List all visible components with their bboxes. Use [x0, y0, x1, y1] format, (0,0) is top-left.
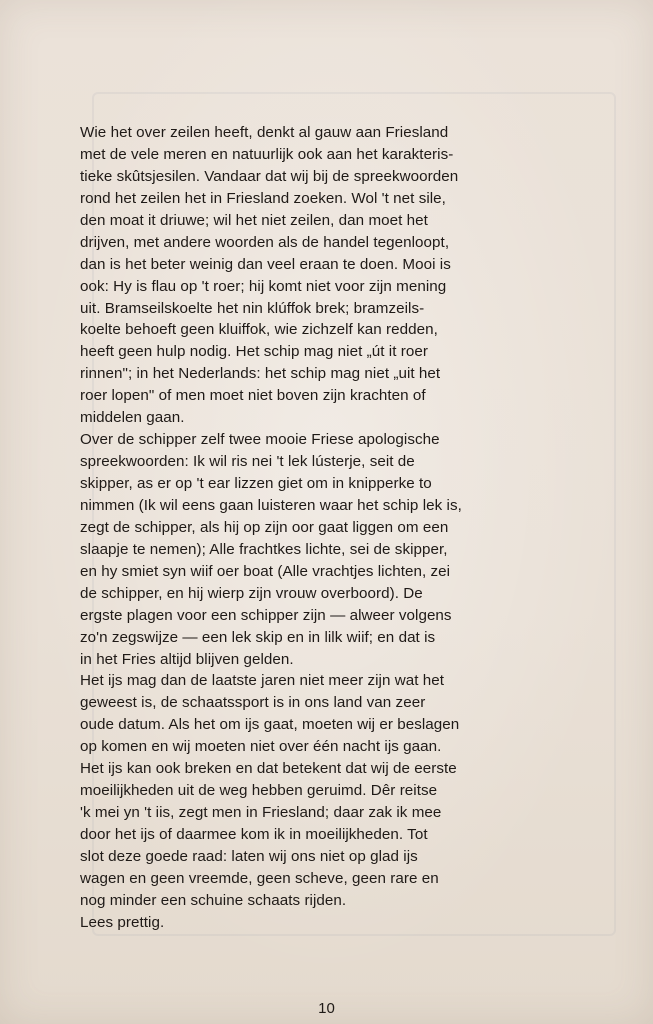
text-line: geweest is, de schaatssport is in ons land van zeer [80, 694, 426, 712]
text-line: en hy smiet syn wiif oer boat (Alle vrachtjes lichten, zei [80, 562, 451, 580]
text-line: drijven, met andere woorden als de handel tegenloopt, [80, 233, 450, 251]
text-line: op komen en wij moeten niet over één nacht ijs gaan. [80, 738, 442, 756]
text-line: uit. Bramseilskoelte het nin klúffok brek; bramzeils- [80, 299, 425, 317]
text-line: Het ijs mag dan de laatste jaren niet meer zijn wat het [80, 672, 445, 690]
text-line: roer lopen" of men moet niet boven zijn krachten of [80, 387, 426, 405]
text-line: rond het zeilen het in Friesland zoeken. Wol 't net sile, [80, 189, 446, 207]
text-line: ergste plagen voor een schipper zijn — alweer volgens [80, 606, 452, 624]
text-line: ook: Hy is flau op 't roer; hij komt niet voor zijn mening [80, 277, 447, 295]
text-line: wagen en geen vreemde, geen scheve, geen rare en [80, 869, 439, 887]
text-line: Wie het over zeilen heeft, denkt al gauw aan Friesland [80, 124, 449, 141]
text-line: koelte behoeft geen kluiffok, wie zichzelf kan redden, [80, 321, 438, 339]
text-line: Over de schipper zelf twee mooie Friese apologische [80, 431, 440, 449]
page-number: 10 [318, 1000, 335, 1017]
text-line: middelen gaan. [80, 409, 185, 427]
text-line: Het ijs kan ook breken en dat betekent dat wij de eerste [80, 760, 457, 778]
text-line: in het Fries altijd blijven gelden. [80, 650, 294, 668]
text-line: spreekwoorden: Ik wil ris nei 't lek lústerje, seit de [80, 453, 415, 471]
body-text [80, 122, 600, 934]
text-line: 'k mei yn 't iis, zegt men in Friesland; daar zak ik mee [80, 804, 442, 822]
text-line: heeft geen hulp nodig. Het schip mag niet „út it roer [80, 343, 428, 361]
text-line: oude datum. Als het om ijs gaat, moeten wij er beslagen [80, 716, 460, 734]
text-line: met de vele meren en natuurlijk ook aan het karakteris- [80, 145, 454, 163]
text-line: door het ijs of daarmee kom ik in moeilijkheden. Tot [80, 826, 428, 843]
text-line: zegt de schipper, als hij op zijn oor gaat liggen om een [80, 518, 449, 536]
text-line: nog minder een schuine schaats rijden. [80, 891, 347, 909]
text-line: nimmen (Ik wil eens gaan luisteren waar het schip lek is, [80, 496, 462, 514]
text-line: den moat it driuwe; wil het niet zeilen, dan moet het [80, 211, 428, 229]
text-line: moeilijkheden uit de weg hebben geruimd. Dêr reitse [80, 782, 438, 800]
text-line: rinnen"; in het Nederlands: het schip mag niet „uit het [80, 365, 441, 383]
text-line: skipper, as er op 't ear lizzen giet om in knipperke to [80, 475, 432, 492]
text-line: dan is het beter weinig dan veel eraan te doen. Mooi is [80, 255, 451, 273]
text-line: tieke skûtsjesilen. Vandaar dat wij bij de spreekwoorden [80, 167, 459, 185]
text-line: Lees prettig. [80, 913, 165, 931]
text-line: de schipper, en hij wierp zijn vrouw overboord). De [80, 584, 423, 602]
text-line: slot deze goede raad: laten wij ons niet op glad ijs [80, 847, 418, 865]
text-line: slaapje te nemen); Alle frachtkes lichte, sei de skipper, [80, 540, 448, 558]
text-line: zo'n zegswijze — een lek skip en in lilk wiif; en dat is [80, 628, 436, 646]
